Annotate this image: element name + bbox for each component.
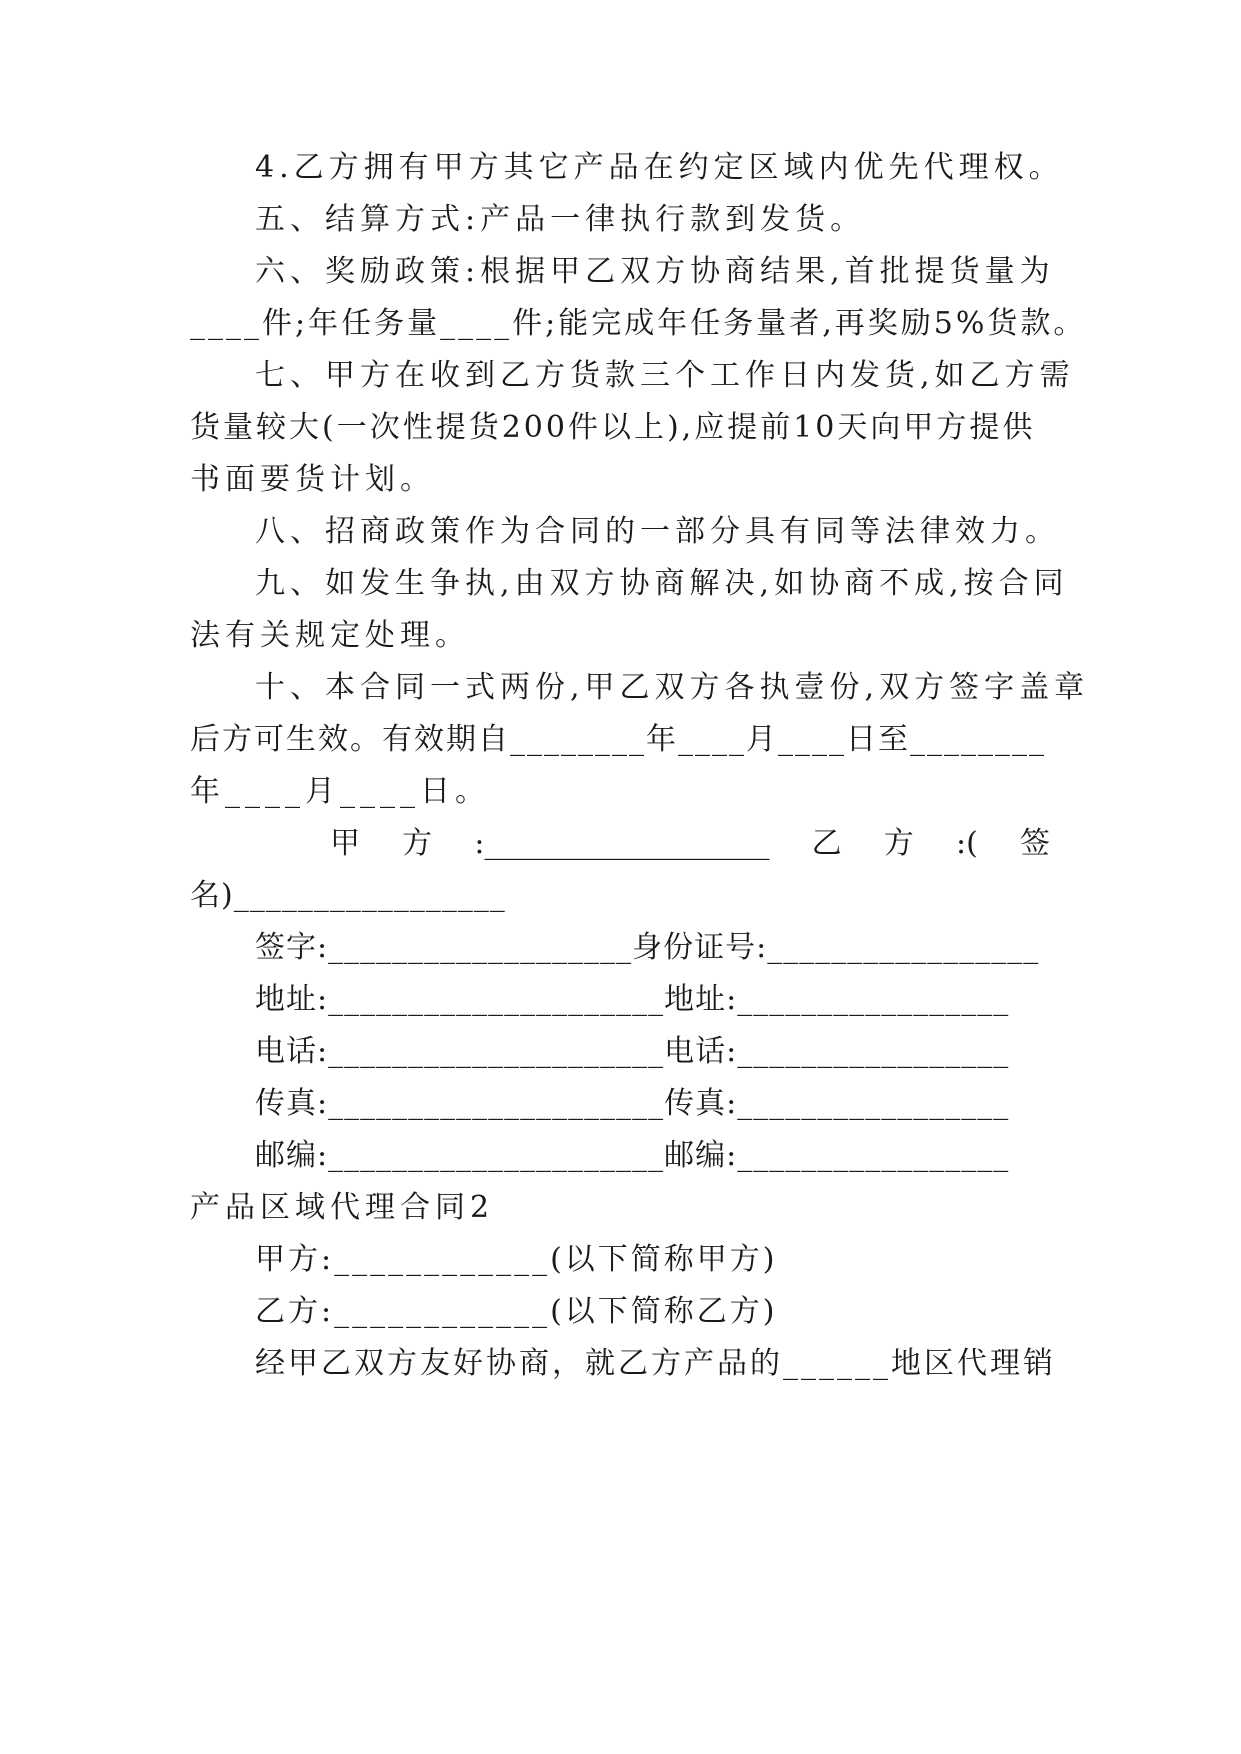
- party-b-sign: 签: [1019, 826, 1050, 861]
- sign-row: 签字:___________________身份证号:_________________: [255, 930, 1040, 965]
- party-a-blank: :___________________: [474, 826, 770, 861]
- text-line: 十、本合同一式两份,甲乙双方各执壹份,双方签字盖章: [255, 670, 1090, 705]
- text-line: 书面要货计划。: [190, 462, 435, 497]
- text-line: 年____月____日。: [190, 774, 490, 809]
- text-line: 六、奖励政策:根据甲乙双方协商结果,首批提货量为: [255, 254, 1055, 289]
- text-line: 4.乙方拥有甲方其它产品在约定区域内优先代理权。: [255, 150, 1064, 185]
- party-a-line: 甲方:____________(以下简称甲方): [255, 1242, 778, 1277]
- text-line: 后方可生效。有效期自________年____月____日至________: [190, 722, 1046, 757]
- party-b-label: 方: [883, 826, 914, 861]
- party-b-label: 乙: [811, 826, 842, 861]
- address-row: 地址:_____________________地址:_________________: [255, 982, 1010, 1017]
- phone-row: 电话:_____________________电话:_________________: [255, 1034, 1010, 1069]
- text-line: 经甲乙双方友好协商，就乙方产品的______地区代理销: [255, 1346, 1056, 1381]
- party-signature-line: [330, 824, 1050, 864]
- party-b-line: 乙方:____________(以下简称乙方): [255, 1294, 778, 1329]
- postcode-row: 邮编:_____________________邮编:_________________: [255, 1138, 1010, 1173]
- text-line: 九、如发生争执,由双方协商解决,如协商不成,按合同: [255, 566, 1069, 601]
- text-line: 名)_________________: [190, 878, 506, 913]
- fax-row: 传真:_____________________传真:_________________: [255, 1086, 1010, 1121]
- text-line: 法有关规定处理。: [190, 618, 470, 653]
- party-a-label: 方: [402, 826, 433, 861]
- section-title: 产品区域代理合同2: [190, 1190, 495, 1225]
- text-line: 八、招商政策作为合同的一部分具有同等法律效力。: [255, 514, 1060, 549]
- text-line: 七、甲方在收到乙方货款三个工作日内发货,如乙方需: [255, 358, 1075, 393]
- party-b-colon: :(: [955, 826, 978, 861]
- text-line: 五、结算方式:产品一律执行款到发货。: [255, 202, 866, 237]
- text-line: ____件;年任务量____件;能完成年任务量者,再奖励5%货款。: [190, 306, 1087, 341]
- text-line: 货量较大(一次性提货200件以上),应提前10天向甲方提供: [190, 410, 1036, 445]
- party-a-label: 甲: [330, 826, 360, 861]
